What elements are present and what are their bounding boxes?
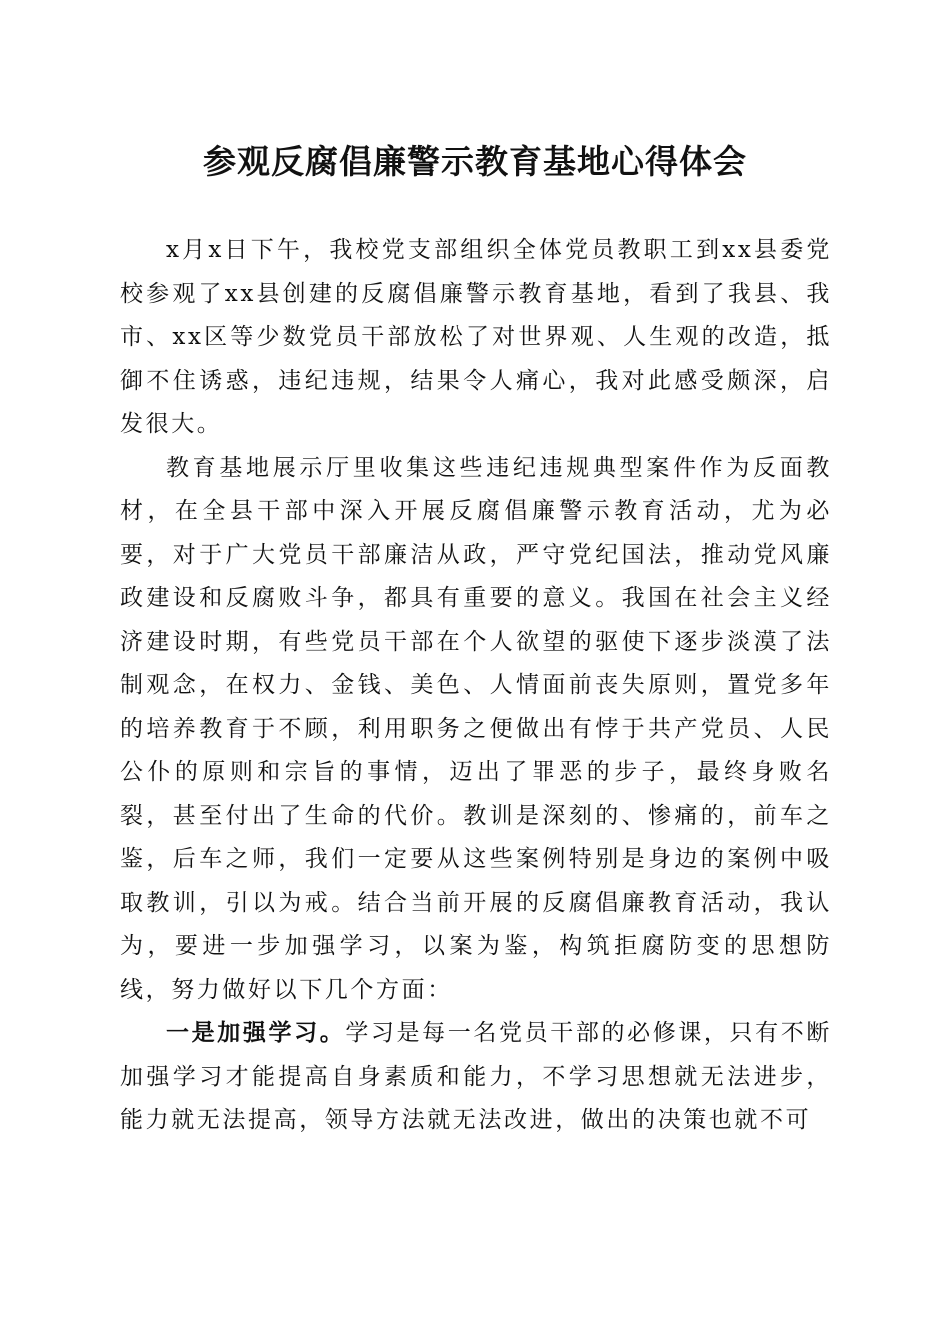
document-body — [120, 229, 832, 1143]
paragraph-text: x月x日下午，我校党支部组织全体党员教职工到xx县委党校参观了xx县创建的反腐倡廉警示教育基地，看到了我县、我市、xx区等少数党员干部放松了对世界观、人生观的改造，抵御不住诱惑，违纪违规，结果令人痛心，我对此感受颇深，启发很大。 — [120, 237, 832, 437]
paragraph-text: 学习是每一名党员干部的必修课，只有不断加强学习才能提高自身素质和能力，不学习思想就无法进步，能力就无法提高，领导方法就无法改进，做出的决策也就不可 — [120, 1020, 832, 1133]
paragraph-1 — [120, 229, 832, 447]
paragraph-lead: 一是加强学习。 — [166, 1020, 346, 1046]
paragraph-2 — [120, 447, 832, 1013]
page-title: 参观反腐倡廉警示教育基地心得体会 — [203, 142, 747, 181]
paragraph-text: 教育基地展示厅里收集这些违纪违规典型案件作为反面教材，在全县干部中深入开展反腐倡廉警示教育活动，尤为必要，对于广大党员干部廉洁从政，严守党纪国法，推动党风廉政建设和反腐败斗争，都具有重要的意义。我国在社会主义经济建设时期，有些党员干部在个人欲望的驱使下逐步淡漠了法制观念，在权力、金钱、美色、人情面前丧失原则，置党多年的培养教育于不顾，利用职务之便做出有悖于共产党员、人民公仆的原则和宗旨的事情，迈出了罪恶的步子，最终身败名裂，甚至付出了生命的代价。教训是深刻的、惨痛的，前车之鉴，后车之师，我们一定要从这些案例特别是身边的案例中吸取教训，引以为戒。结合当前开展的反腐倡廉教育活动，我认为，要进一步加强学习，以案为鉴，构筑拒腐防变的思想防线，努力做好以下几个方面： — [120, 454, 832, 1003]
paragraph-3 — [120, 1012, 832, 1143]
